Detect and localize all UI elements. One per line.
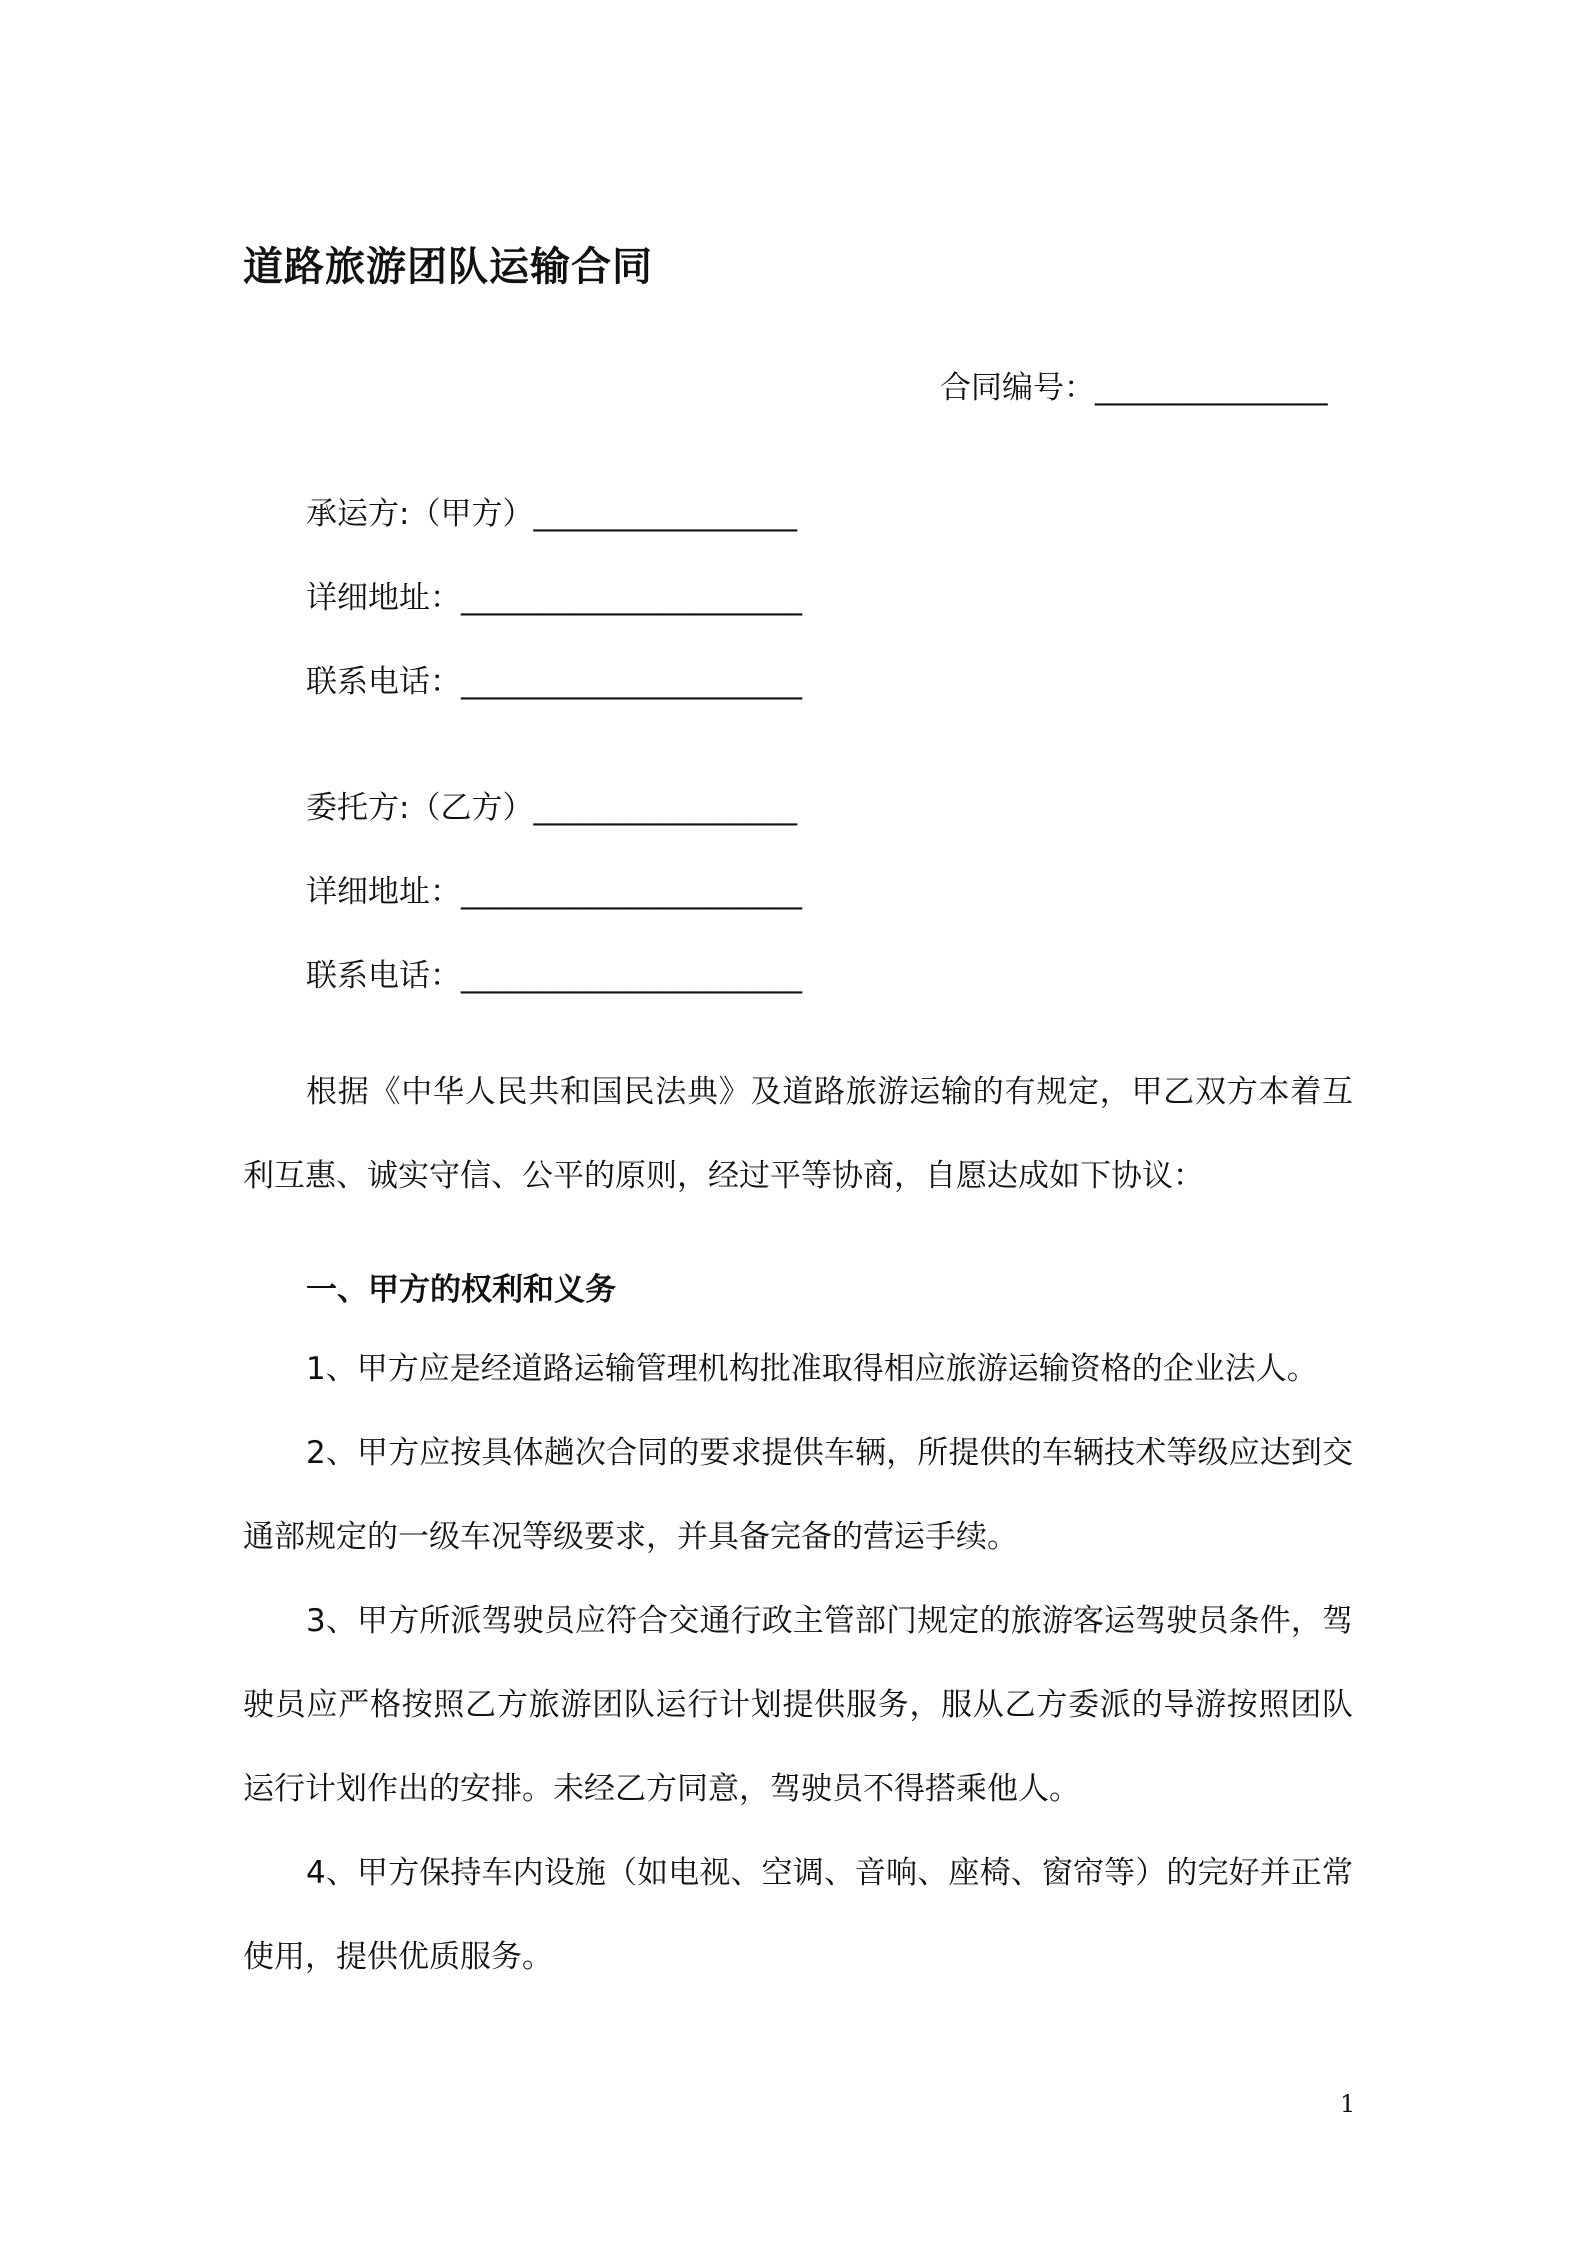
client-phone-field: 联系电话：______________________ xyxy=(306,958,802,994)
clause-paragraph-2: 2、甲方应按具体趟次合同的要求提供车辆，所提供的车辆技术等级应达到交通部规定的一级车况等级要求，并具备完备的营运手续。 xyxy=(243,1435,1353,1555)
section-heading: 一、甲方的权利和义务 xyxy=(306,1272,616,1308)
page-number: 1 xyxy=(1340,2090,1356,2118)
preamble-paragraph: 根据《中华人民共和国民法典》及道路旅游运输的有规定，甲乙双方本着互利互惠、诚实守信、公平的原则，经过平等协商，自愿达成如下协议： xyxy=(243,1074,1353,1194)
client-address-field: 详细地址：______________________ xyxy=(306,874,802,910)
client-party-field: 委托方:（乙方）_________________ xyxy=(306,790,797,826)
carrier-party-field: 承运方:（甲方）_________________ xyxy=(306,496,797,532)
document-title: 道路旅游团队运输合同 xyxy=(243,244,653,290)
clause-paragraph-1: 1、甲方应是经道路运输管理机构批准取得相应旅游运输资格的企业法人。 xyxy=(306,1351,1318,1387)
clause-paragraph-3: 3、甲方所派驾驶员应符合交通行政主管部门规定的旅游客运驾驶员条件，驾驶员应严格按照乙方旅游团队运行计划提供服务，服从乙方委派的导游按照团队运行计划作出的安排。未经乙方同意，驾驶员不得搭乘他人。 xyxy=(243,1603,1353,1807)
carrier-phone-field: 联系电话：______________________ xyxy=(306,664,802,700)
carrier-address-field: 详细地址：______________________ xyxy=(306,580,802,616)
clause-paragraph-4: 4、甲方保持车内设施（如电视、空调、音响、座椅、窗帘等）的完好并正常使用，提供优质服务。 xyxy=(243,1855,1353,1975)
contract-number-field: 合同编号：_______________ xyxy=(940,370,1328,406)
